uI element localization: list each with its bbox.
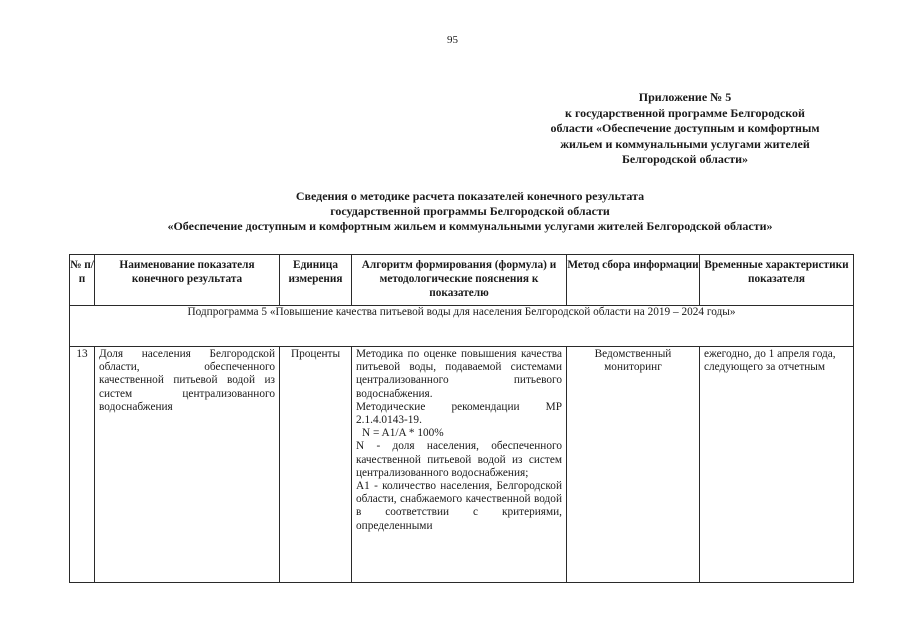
subprogram-row xyxy=(70,306,854,347)
header-unit: Единица измерения xyxy=(280,255,352,306)
appendix-line: к государственной программе Белгородской xyxy=(565,105,805,120)
table-header-row xyxy=(70,255,854,306)
row-algorithm-content xyxy=(352,347,566,533)
row-unit-text: Проценты xyxy=(290,348,341,360)
row-method xyxy=(567,347,700,583)
appendix-line: Приложение № 5 xyxy=(638,90,732,104)
row-method-text: Ведомственный мониторинг xyxy=(594,348,672,374)
page-number: 95 xyxy=(447,34,458,46)
row-name xyxy=(95,347,280,583)
algorithm-paragraph: A1 - количество населения, Белгородской области, снабжаемого качественной водой в соответствии с критериями, определенными xyxy=(356,480,562,532)
header-name: Наименование показателя конечного результата xyxy=(95,255,280,306)
row-time-text: ежегодно, до 1 апреля года, следующего за отчетным xyxy=(704,348,836,374)
row-num-text: 13 xyxy=(76,348,88,360)
indicators-table xyxy=(69,254,854,583)
appendix-line: Белгородской области» xyxy=(621,152,749,166)
algorithm-paragraph: Методические рекомендации МР 2.1.4.0143-19. xyxy=(356,400,562,427)
table-row xyxy=(70,347,854,583)
algorithm-paragraph: Методика по оценке повышения качества питьевой воды, подаваемой системами централизованного питьевого водоснабжения. xyxy=(356,348,562,400)
appendix-line: жильем и коммунальными услугами жителей xyxy=(560,136,810,151)
title-line: государственной программы Белгородской области xyxy=(330,204,610,218)
document-title xyxy=(60,189,880,234)
appendix-header xyxy=(520,90,850,168)
algorithm-formula: N = A1/A * 100% xyxy=(362,427,444,440)
algorithm-paragraph: N - доля населения, обеспеченного качественной питьевой водой из систем централизованного водоснабжения; xyxy=(356,440,562,479)
appendix-line: области «Обеспечение доступным и комфортным xyxy=(550,121,820,135)
row-algorithm xyxy=(352,347,567,583)
header-time: Временные характеристики показателя xyxy=(700,255,854,306)
title-line: Сведения о методике расчета показателей конечного результата xyxy=(295,189,645,203)
header-method: Метод сбора информации xyxy=(567,255,700,306)
subprogram-title: Подпрограмма 5 «Повышение качества питьевой воды для населения Белгородской области на 2019 – 2024 годы» xyxy=(70,306,854,347)
title-line: «Обеспечение доступным и комфортным жильем и коммунальными услугами жителей Белгородской области» xyxy=(167,219,773,233)
header-algorithm: Алгоритм формирования (формула) и методологические пояснения к показателю xyxy=(352,255,567,306)
row-unit xyxy=(280,347,352,583)
row-name-text: Доля населения Белгородской области, обеспеченного качественной питьевой водой из систем централизованного водоснабжения xyxy=(99,348,275,413)
row-num xyxy=(70,347,95,583)
header-num: № п/п xyxy=(70,255,95,306)
row-time xyxy=(700,347,854,583)
